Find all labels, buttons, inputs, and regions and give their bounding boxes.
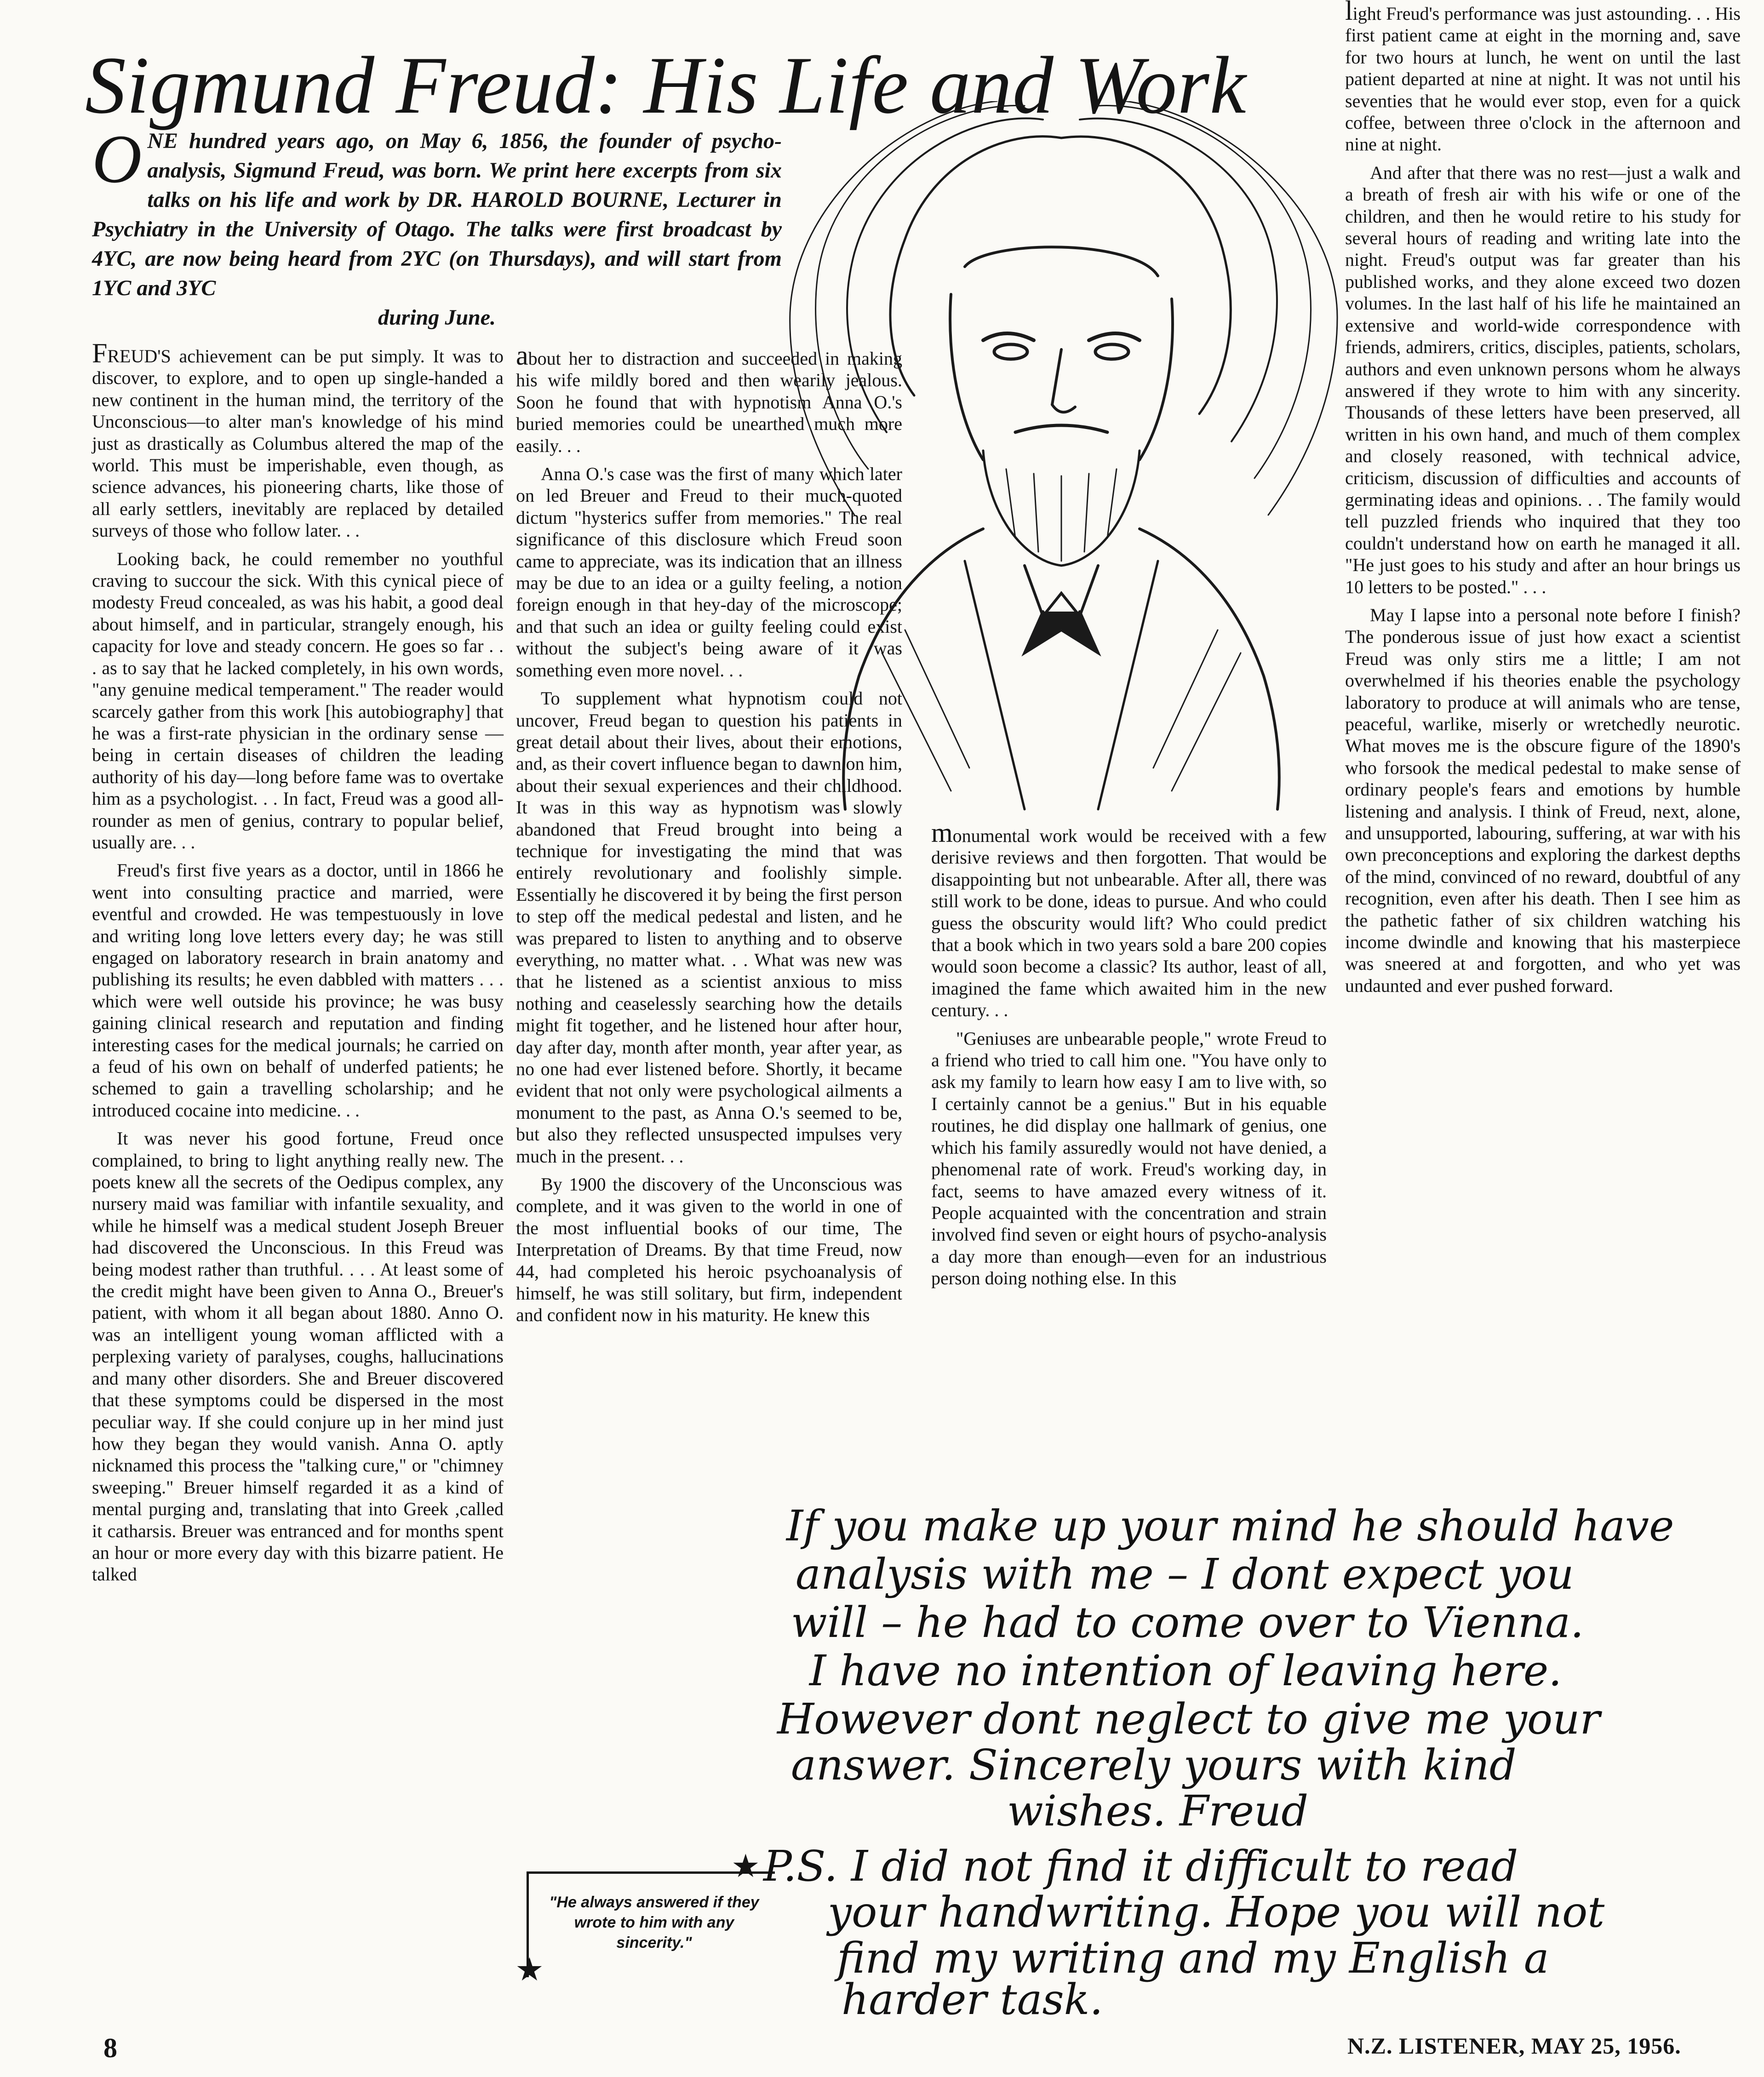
paragraph: To supplement what hypnotism could not uncover, Freud began to question his patients in great detail about their lives, about their emotions, and, as their covert influence began to dawn on him, about their sexual experiences and their childhood. It was in this way as hypnotism was slowly abandoned that Freud brought into being a technique for investigating the mind that was entirely revolutionary and foolishly simple. Essentially he discovered it by being the first person to step off the medical pedestal and listen, and he was prepared to listen to anything and to observe everything, no matter what. . . What was new was that he listened as a scientist anxious to miss nothing and ceaselessly searching how the details might fit together, and he listened hour after hour, day after day, month after month, year after year, as no one had ever listened before. Shortly, it became evident that not only were psychological ailments a monument to the past, as Anna O.'s seemed to be, but also they reflected unsuspected impulses very much in the present. . .: [516, 688, 902, 1167]
publication-footer: N.Z. LISTENER, MAY 25, 1956.: [1347, 2033, 1681, 2059]
handwriting-line: wishes. Freud: [1007, 1786, 1309, 1836]
handwriting-line: P.S. I did not find it difficult to read: [763, 1842, 1518, 1891]
paragraph: light Freud's performance was just astounding. . . His first patient came at eight in the morning and, save for two hours at lunch, he went on until the last patient departed at nine at night. It was not until his seventies that he would ever stop, even for a quick coffee, between three o'clock in the afternoon and nine at night.: [1345, 0, 1741, 155]
paragraph: monumental work would be received with a few derisive reviews and then forgotten. That would be disappointing but not unbearable. After all, there was still work to be done, ideas to pursue. And who could guess the obscurity would lift? Who could predict that a book which in two years sold a bare 200 copies would soon become a classic? Its author, least of all, imagined the fame which awaited him in the new century. . .: [931, 818, 1327, 1021]
star-icon: ★: [515, 1952, 544, 1988]
handwriting-line: I have no intention of leaving here.: [809, 1646, 1562, 1695]
intro-standfirst: [92, 121, 782, 332]
paragraph: "Geniuses are unbearable people," wrote Freud to a friend who tried to call him one. "You have only to ask my family to learn how easy I am to live with, so I certainly cannot be a genius." But in his equable routines, he did display one hallmark of genius, one which his family assuredly would not have denied, a phenomenal rate of work. Freud's working day, in fact, seems to have amazed every witness of it. People acquainted with the concentration and strain involved find seven or eight hours of psycho-analysis a day more than enough—even for an industrious person doing nothing else. In this: [931, 1028, 1327, 1289]
article-column-1: [92, 338, 504, 1592]
handwriting-line: your handwriting. Hope you will not: [828, 1888, 1605, 1937]
handwriting-line: However dont neglect to give me your: [777, 1694, 1600, 1744]
handwriting-line: If you make up your mind he should have: [786, 1501, 1674, 1551]
paragraph: And after that there was no rest—just a walk and a breath of fresh air with his wife or one of the children, and then he would retire to his study for several hours of reading and writing late into the night. Freud's output was far greater than his published works, and they alone exceed two dozen volumes. In the last half of his life he maintained an extensive and world-wide correspondence with friends, admirers, critics, disciples, patients, scholars, authors and even unknown persons whom he always answered if they wrote to him with any sincerity. Thousands of these letters have been preserved, all written in his own hand, and much of them complex and closely reasoned, with technical advice, criticism, discussion of difficulties and accounts of germinating ideas and opinions. . . The family would tell puzzled friends who inquired that they too couldn't understand how on earth he managed it all. "He just goes to his study and after an hour brings us 10 letters to be posted." . . .: [1345, 162, 1741, 597]
handwriting-line: find my writing and my English a: [837, 1934, 1549, 1983]
paragraph: FREUD'S achievement can be put simply. It was to discover, to explore, and to open up single-handed a new continent in the human mind, the territory of the Unconscious—to alter man's knowledge of his mind just as drastically as Columbus altered the map of the world. This must be imperishable, even though, as science advances, his pioneering charts, like those of all early settlers, inevitably are replaced by detailed surveys of those who follow later. . .: [92, 338, 504, 541]
handwriting-line: harder task.: [842, 1975, 1103, 2023]
intro-text: NE hundred years ago, on May 6, 1856, the founder of psycho-analysis, Sigmund Freud, was born. We print here excerpts from six talks on his life and work by DR. HAROLD BOURNE, Lecturer in Psychiatry in the University of Otago. The talks were first broadcast by 4YC, are now being heard from 2YC (on Thursdays), and will start from 1YC and 3YC: [92, 129, 782, 300]
paragraph: Anna O.'s case was the first of many which later on led Breuer and Freud to their much-quoted dictum "hysterics suffer from memories." The real significance of this disclosure which Freud soon came to appreciate, was its indication that an illness may be due to an idea or a guilty feeling, a notion foreign enough in that hey-day of the microscope; and that such an idea or guilty feeling could exist without the subject's being aware of it was something even more novel. . .: [516, 463, 902, 681]
paragraph: May I lapse into a personal note before I finish? The ponderous issue of just how exact a scientist Freud was only stirs me a little; I am not overwhelmed if his theories enable the psychology laboratory to produce at will animals who are tense, peaceful, warlike, miserly or wretchedly neurotic. What moves me is the obscure figure of the 1890's who forsook the medical pedestal to make sense of ordinary people's fears and emotions by humble listening and analysis. I think of Freud, next, alone, and unsupported, labouring, suffering, at war with his own preconceptions and exploring the darkest depths of the mind, convinced of no reward, doubtful of any recognition, even after his death. Then I see him as the pathetic father of six children watching his income dwindle and knowing that his masterpiece was sneered at and forgotten, and who yet was undaunted and ever pushed forward.: [1345, 604, 1741, 996]
article-column-3: [931, 818, 1327, 1296]
handwriting-line: will – he had to come over to Vienna.: [791, 1598, 1584, 1647]
intro-dropcap: O: [92, 121, 142, 197]
paragraph: It was never his good fortune, Freud once complained, to bring to light anything really new. The poets knew all the secrets of the Oedipus complex, any nursery maid was familiar with infantile sexuality, and while he himself was a medical student Joseph Breuer had discovered the Unconscious. In this Freud was being modest rather than truthful. . . . At least some of the credit might have been given to Anna O., Breuer's patient, with whom it all began about 1880. Anno O. was an intelligent young woman afflicted with a perplexing variety of paralyses, coughs, hallucinations and many other disorders. She and Breuer discovered that these symptoms could be dispersed in the most peculiar way. If she could conjure up in her mind just how they began they would vanish. Anna O. aptly nicknamed this process the "talking cure," or "chimney sweeping." Breuer himself regarded it as a kind of mental purging and, translating that into Greek ,called it catharsis. Breuer was entranced and for months spent an hour or more every day with this bizarre patient. He talked: [92, 1128, 504, 1585]
pull-quote: "He always answered if they wrote to him with any sincerity.": [527, 1871, 775, 1977]
handwriting-line: answer. Sincerely yours with kind: [791, 1740, 1517, 1790]
page-title: Sigmund Freud: His Life and Work: [85, 40, 1247, 131]
paragraph: By 1900 the discovery of the Unconscious was complete, and it was given to the world in one of the most influential books of our time, The Interpretation of Dreams. By that time Freud, now 44, had completed his heroic psychoanalysis of himself, he was still solitary, but firm, independent and confident now in his maturity. He knew this: [516, 1174, 902, 1326]
paragraph: Freud's first five years as a doctor, until in 1866 he went into consulting practice and married, were eventful and crowded. He was tempestuously in love and writing long love letters every day; he was still engaged on laboratory research in brain anatomy and publishing its results; he even dabbled with matters . . . which were well outside his province; he was busy gaining clinical research and reputation and finding interesting cases for the medical journals; he carried on a feud of his own on behalf of underfed patients; he schemed to gain a travelling scholarship; and he introduced cocaine into medicine. . .: [92, 860, 504, 1121]
paragraph: Looking back, he could remember no youthful craving to succour the sick. With this cynical piece of modesty Freud concealed, as was his habit, a good deal about himself, and in particular, strangely enough, his capacity for love and steady concern. He goes so far . . . as to say that he lacked completely, in his own words, "any genuine medical temperament." The reader would scarcely gather from this work [his autobiography] that he was a first-rate physician in the ordinary sense —being in certain diseases of children the leading authority of his day—long before fame was to overtake him as a psychologist. . . In fact, Freud was a good all-rounder as men of genius, contrary to popular belief, usually are. . .: [92, 548, 504, 853]
intro-tail: during June.: [378, 305, 496, 330]
star-icon: ★: [731, 1849, 760, 1884]
handwritten-letter: [759, 1490, 1747, 2023]
freud-portrait-illustration: [767, 101, 1353, 814]
article-column-4: [1345, 0, 1741, 1003]
paragraph: about her to distraction and succeeded in making his wife mildly bored and then wearily jealous. Soon he found that with hypnotism Anna O.'s buried memories could be unearthed much more easily. . .: [516, 340, 902, 456]
page-number: 8: [103, 2033, 117, 2063]
handwriting-line: analysis with me – I dont expect you: [796, 1550, 1574, 1599]
